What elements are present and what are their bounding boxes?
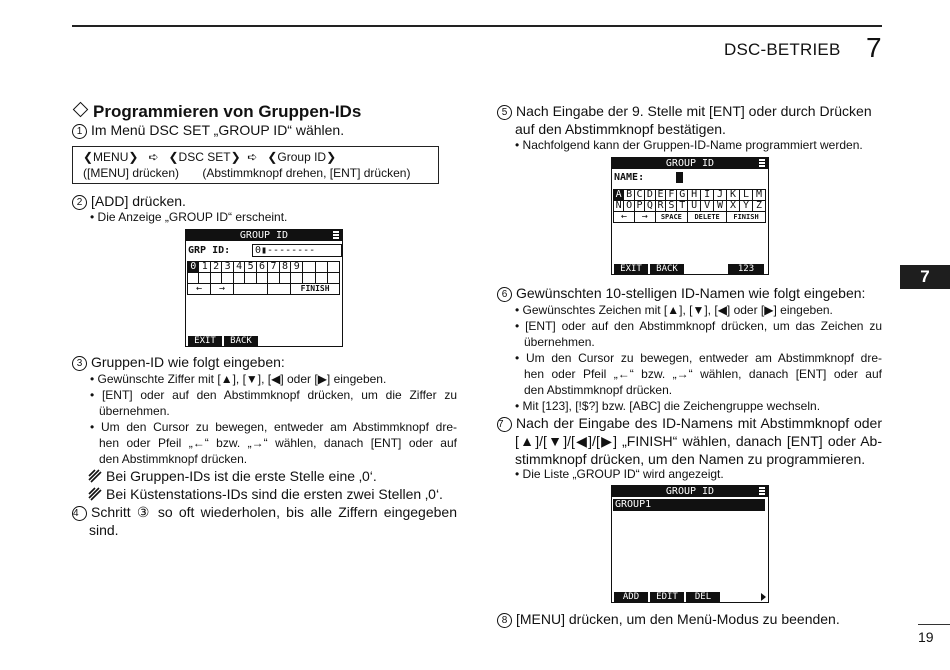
key-2[interactable]: 2: [210, 262, 221, 273]
key-empty: [315, 273, 327, 284]
step-number: 5: [497, 105, 512, 120]
page-heading: Programmieren von Gruppen-IDs: [72, 102, 361, 122]
add-softkey[interactable]: ADD: [614, 592, 648, 602]
key-empty: [199, 273, 210, 284]
step-2: 2 [ADD] drücken.: [72, 192, 186, 210]
step-3-bullet: übernehmen.: [99, 404, 170, 418]
space-key[interactable]: SPACE: [655, 212, 688, 223]
step-5-cont: auf den Abstimmknopf bestätigen.: [515, 121, 726, 137]
step-3-bullet: • [ENT] oder auf den Abstimmknopf drücken, um die Ziffer zu: [90, 388, 457, 402]
key-empty: [256, 273, 267, 284]
key-4[interactable]: 4: [233, 262, 244, 273]
list-item[interactable]: GROUP1: [613, 499, 765, 511]
key-u[interactable]: U: [688, 201, 701, 212]
step-number: 7: [497, 417, 512, 432]
step-3-bullet: den Abstimmknopf drücken.: [99, 452, 248, 466]
step-number: 2: [72, 195, 87, 210]
step-7-cont: stimmknopf drücken, um den Namen zu programmieren.: [515, 451, 866, 467]
back-softkey[interactable]: BACK: [224, 336, 258, 346]
text-cursor: [676, 172, 683, 183]
key-empty: [268, 284, 291, 295]
step-6-bullet: • Mit [123], [!$?] bzw. [ABC] die Zeichengruppe wechseln.: [515, 399, 821, 413]
step-4: 4 Schritt ③ so oft wiederholen, bis alle Ziffern eingegeben: [73, 504, 457, 520]
step-5: 5 Nach Eingabe der 9. Stelle mit [ENT] oder durch Drücken: [497, 102, 872, 120]
key-empty: [188, 273, 199, 284]
exit-softkey[interactable]: EXIT: [188, 336, 222, 346]
key-t[interactable]: T: [677, 201, 688, 212]
key-d[interactable]: D: [645, 190, 655, 201]
key-6[interactable]: 6: [256, 262, 267, 273]
key-empty: [233, 273, 244, 284]
key-o[interactable]: O: [624, 201, 634, 212]
key-9[interactable]: 9: [291, 262, 303, 273]
key-empty: [233, 284, 267, 295]
menu-icon: [759, 487, 765, 495]
note: Bei Gruppen-IDs ist die erste Stelle eine ‚0‘.: [88, 467, 377, 485]
step-6-bullet: • Gewünschtes Zeichen mit [▲], [▼], [◀] oder [▶] eingeben.: [515, 303, 833, 317]
step-7-cont: [▲]/[▼]/[◀]/[▶] „FINISH“ wählen, danach [ENT] oder Ab-: [515, 433, 882, 449]
key-5[interactable]: 5: [245, 262, 256, 273]
alpha-keyboard: [613, 189, 766, 223]
key-s[interactable]: S: [666, 201, 677, 212]
arrow-right-key[interactable]: →: [634, 212, 655, 223]
key-f[interactable]: F: [666, 190, 677, 201]
step-6-bullet: hen oder Pfeil „←“ bzw. „→“ wählen, danach [ENT] oder auf: [524, 367, 882, 381]
key-empty: [245, 273, 256, 284]
chapter-number: 7: [866, 32, 882, 63]
name-label: NAME:: [614, 172, 645, 183]
key-y[interactable]: Y: [740, 201, 753, 212]
step-3-bullet: hen oder Pfeil „←“ bzw. „→“ wählen, danach [ENT] oder auf: [99, 436, 457, 450]
step-number: 3: [72, 356, 87, 371]
note-icon: [88, 469, 102, 483]
key-g[interactable]: G: [677, 190, 688, 201]
lcd-title: GROUP ID: [612, 486, 768, 497]
page-number: 19: [918, 629, 934, 645]
footer-rule: [918, 624, 950, 625]
lcd-screen-name: [611, 157, 769, 275]
charset-softkey[interactable]: 123: [728, 264, 764, 274]
scroll-right-icon: [761, 593, 766, 601]
key-3[interactable]: 3: [222, 262, 233, 273]
key-empty: [327, 262, 339, 273]
key-x[interactable]: X: [727, 201, 740, 212]
key-l[interactable]: L: [740, 190, 753, 201]
key-r[interactable]: R: [655, 201, 666, 212]
key-1[interactable]: 1: [199, 262, 210, 273]
note: Bei Küstenstations-IDs sind die ersten zwei Stellen ‚0‘.: [88, 485, 443, 503]
key-b[interactable]: B: [624, 190, 634, 201]
digit-keyboard: [187, 261, 340, 295]
step-6: 6 Gewünschten 10-stelligen ID-Namen wie folgt eingeben:: [497, 284, 865, 302]
exit-softkey[interactable]: EXIT: [614, 264, 648, 274]
menu-icon: [333, 231, 339, 239]
step-4-cont: sind.: [89, 522, 119, 538]
step-5-bullet: • Nachfolgend kann der Gruppen-ID-Name programmiert werden.: [515, 138, 863, 152]
step-3-bullet: • Um den Cursor zu bewegen, entweder am Abstimmknopf dre-: [90, 420, 457, 434]
step-6-bullet: übernehmen.: [524, 335, 595, 349]
key-empty: [315, 262, 327, 273]
key-h[interactable]: H: [688, 190, 701, 201]
lcd-title: GROUP ID: [612, 158, 768, 169]
menu-path-hint: ([MENU] drücken) (Abstimmknopf drehen, [ENT] drücken): [83, 166, 411, 180]
arrow-left-key[interactable]: ←: [188, 284, 211, 295]
step-number: 6: [497, 287, 512, 302]
key-e[interactable]: E: [655, 190, 666, 201]
del-softkey[interactable]: DEL: [686, 592, 720, 602]
key-c[interactable]: C: [634, 190, 644, 201]
delete-key[interactable]: DELETE: [688, 212, 727, 223]
key-z[interactable]: Z: [752, 201, 765, 212]
step-1: 1 Im Menü DSC SET „GROUP ID“ wählen.: [72, 121, 344, 139]
key-m[interactable]: M: [752, 190, 765, 201]
key-empty: [327, 273, 339, 284]
lcd-screen-grp-id: [185, 229, 343, 347]
diamond-icon: [73, 102, 89, 118]
key-q[interactable]: Q: [645, 201, 655, 212]
step-8: 8 [MENU] drücken, um den Menü-Modus zu beenden.: [497, 610, 840, 628]
note-icon: [88, 487, 102, 501]
step-number: 8: [497, 613, 512, 628]
key-a[interactable]: A: [614, 190, 624, 201]
key-empty: [279, 273, 290, 284]
key-empty: [303, 273, 315, 284]
arrow-left-key[interactable]: ←: [614, 212, 635, 223]
lcd-screen-list: [611, 485, 769, 603]
chapter-tab: 7: [900, 265, 950, 289]
key-n[interactable]: N: [614, 201, 624, 212]
key-p[interactable]: P: [634, 201, 644, 212]
step-3-bullet: • Gewünschte Ziffer mit [▲], [▼], [◀] oder [▶] eingeben.: [90, 372, 387, 386]
key-8[interactable]: 8: [279, 262, 290, 273]
key-k[interactable]: K: [727, 190, 740, 201]
step-7: 7 Nach der Eingabe des ID-Namens mit Abstimmknopf oder: [498, 415, 882, 431]
step-6-bullet: • Um den Cursor zu bewegen, entweder am Abstimmknopf dre-: [515, 351, 882, 365]
step-3: 3 Gruppen-ID wie folgt eingeben:: [72, 353, 285, 371]
step-number: 4: [72, 506, 87, 521]
key-w[interactable]: W: [714, 201, 727, 212]
key-0[interactable]: 0: [188, 262, 199, 273]
step-6-bullet: • [ENT] oder auf den Abstimmknopf drücken, um das Zeichen zu: [515, 319, 882, 333]
key-empty: [291, 273, 303, 284]
key-j[interactable]: J: [714, 190, 727, 201]
arrow-right-key[interactable]: →: [210, 284, 233, 295]
finish-key[interactable]: FINISH: [727, 212, 766, 223]
step-6-bullet: den Abstimmknopf drücken.: [524, 383, 673, 397]
key-empty: [303, 262, 315, 273]
header-rule: [72, 25, 882, 27]
menu-path-box: [72, 146, 439, 184]
key-7[interactable]: 7: [268, 262, 279, 273]
key-empty: [210, 273, 221, 284]
key-i[interactable]: I: [701, 190, 714, 201]
menu-icon: [759, 159, 765, 167]
back-softkey[interactable]: BACK: [650, 264, 684, 274]
key-empty: [222, 273, 233, 284]
edit-softkey[interactable]: EDIT: [650, 592, 684, 602]
finish-key[interactable]: FINISH: [291, 284, 340, 295]
step-number: 1: [72, 124, 87, 139]
step-7-bullet: • Die Liste „GROUP ID“ wird angezeigt.: [515, 467, 724, 481]
menu-path-row: ❮MENU❯ ➪ ❮DSC SET❯ ➪ ❮Group ID❯: [83, 150, 337, 164]
step-2-bullet: • Die Anzeige „GROUP ID“ erscheint.: [90, 210, 288, 224]
grp-id-field[interactable]: 0▮--------: [252, 244, 342, 257]
key-empty: [268, 273, 279, 284]
key-v[interactable]: V: [701, 201, 714, 212]
grp-id-label: GRP ID:: [188, 245, 231, 256]
section-title: DSC-BETRIEB: [724, 40, 841, 59]
lcd-title: GROUP ID: [186, 230, 342, 241]
